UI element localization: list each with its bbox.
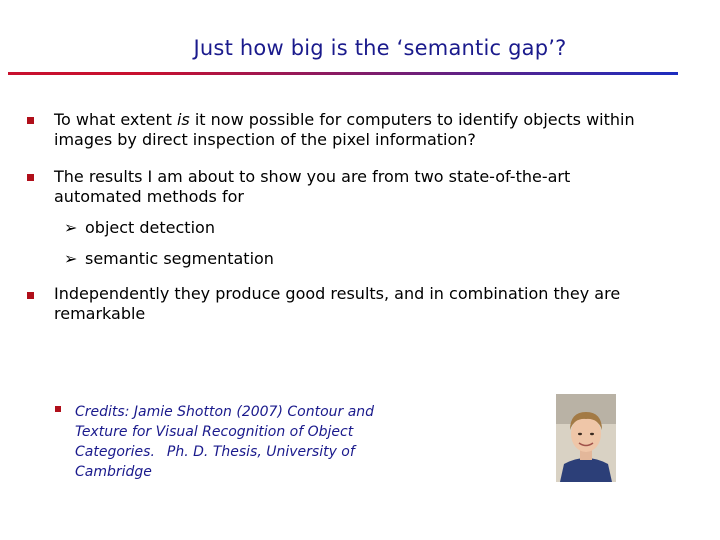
bullet-marker <box>27 174 34 181</box>
emphasis-is: is <box>176 110 190 129</box>
slide-title: Just how big is the ‘semantic gap’? <box>193 36 567 60</box>
arrow-icon: ➢ <box>64 218 78 237</box>
bullet-1-line-2: images by direct inspection of the pixel information? <box>54 130 476 149</box>
bullet-1-line-1: To what extent is it now possible for computers to identify objects within <box>54 110 635 129</box>
portrait-photo <box>556 394 616 482</box>
bullet-marker <box>55 406 61 412</box>
sub-bullet-object-detection: object detection <box>85 218 215 237</box>
credits-line-1: Credits: Jamie Shotton (2007) Contour and <box>75 404 375 420</box>
bullet-text-2 <box>54 167 694 207</box>
credits-line-2: Texture for Visual Recognition of Object <box>75 424 354 440</box>
credits-line-3: Categories. Ph. D. Thesis, University of <box>75 444 355 460</box>
credits-text <box>75 402 415 482</box>
portrait-image <box>556 394 616 482</box>
arrow-icon: ➢ <box>64 249 78 268</box>
credits-line-4: Cambridge <box>75 464 152 480</box>
bullet-2-line-1: The results I am about to show you are from two state-of-the-art <box>54 167 571 186</box>
bullet-3-line-2: remarkable <box>54 304 146 323</box>
title-divider <box>8 72 678 75</box>
bullet-marker <box>27 292 34 299</box>
bullet-marker <box>27 117 34 124</box>
sub-bullet-semantic-segmentation: semantic segmentation <box>85 249 274 268</box>
bullet-text-3 <box>54 284 694 324</box>
bullet-2-line-2: automated methods for <box>54 187 244 206</box>
bullet-text-1 <box>54 110 694 150</box>
bullet-3-line-1: Independently they produce good results, and in combination they are <box>54 284 621 303</box>
